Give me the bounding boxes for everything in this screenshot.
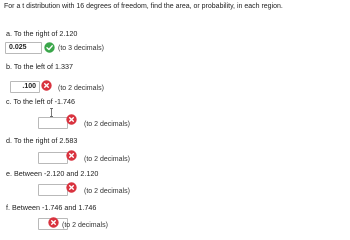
part-f-prompt: Between -1.746 and 1.746 [12, 203, 97, 212]
part-b-answer-input[interactable]: .100 [10, 81, 40, 93]
question-intro: For a t distribution with 16 degrees of freedom, find the area, or probability, in each region. [4, 3, 283, 10]
x-circle-icon [41, 80, 52, 91]
part-a-letter: a. [6, 29, 12, 38]
part-d-letter: d. [6, 136, 12, 145]
part-d-answer-input[interactable] [38, 152, 68, 164]
part-e-letter: e. [6, 169, 12, 178]
part-a-label [6, 29, 77, 38]
part-b-hint: (to 2 decimals) [58, 85, 104, 92]
part-f-letter: f. [6, 203, 10, 212]
part-c-label [6, 97, 75, 106]
part-f-label [6, 203, 96, 212]
part-a-prompt: To the right of 2.120 [13, 29, 78, 38]
part-e-hint: (to 2 decimals) [84, 188, 130, 195]
part-b-prompt: To the left of 1.337 [13, 62, 74, 71]
part-d-hint: (to 2 decimals) [84, 156, 130, 163]
part-e-label [6, 169, 98, 178]
part-d-prompt: To the right of 2.583 [13, 136, 78, 145]
part-b-label [6, 62, 73, 71]
part-d-label [6, 136, 77, 145]
text-cursor-icon [50, 104, 53, 113]
part-e-prompt: Between -2.120 and 2.120 [14, 169, 99, 178]
part-c-answer-input[interactable] [38, 117, 68, 129]
x-circle-icon [66, 182, 77, 193]
x-circle-icon [66, 150, 77, 161]
part-c-hint: (to 2 decimals) [84, 121, 130, 128]
part-c-letter: c. [6, 97, 12, 106]
part-e-answer-input[interactable] [38, 184, 68, 196]
part-f-hint: (to 2 decimals) [62, 222, 108, 229]
part-a-hint: (to 3 decimals) [58, 45, 104, 52]
check-circle-icon [44, 42, 55, 53]
part-a-answer-input[interactable]: 0.025 [5, 42, 42, 54]
part-c-prompt: To the left of -1.746 [13, 97, 75, 106]
x-circle-icon [48, 217, 59, 228]
part-b-letter: b. [6, 62, 12, 71]
x-circle-icon [66, 114, 77, 125]
